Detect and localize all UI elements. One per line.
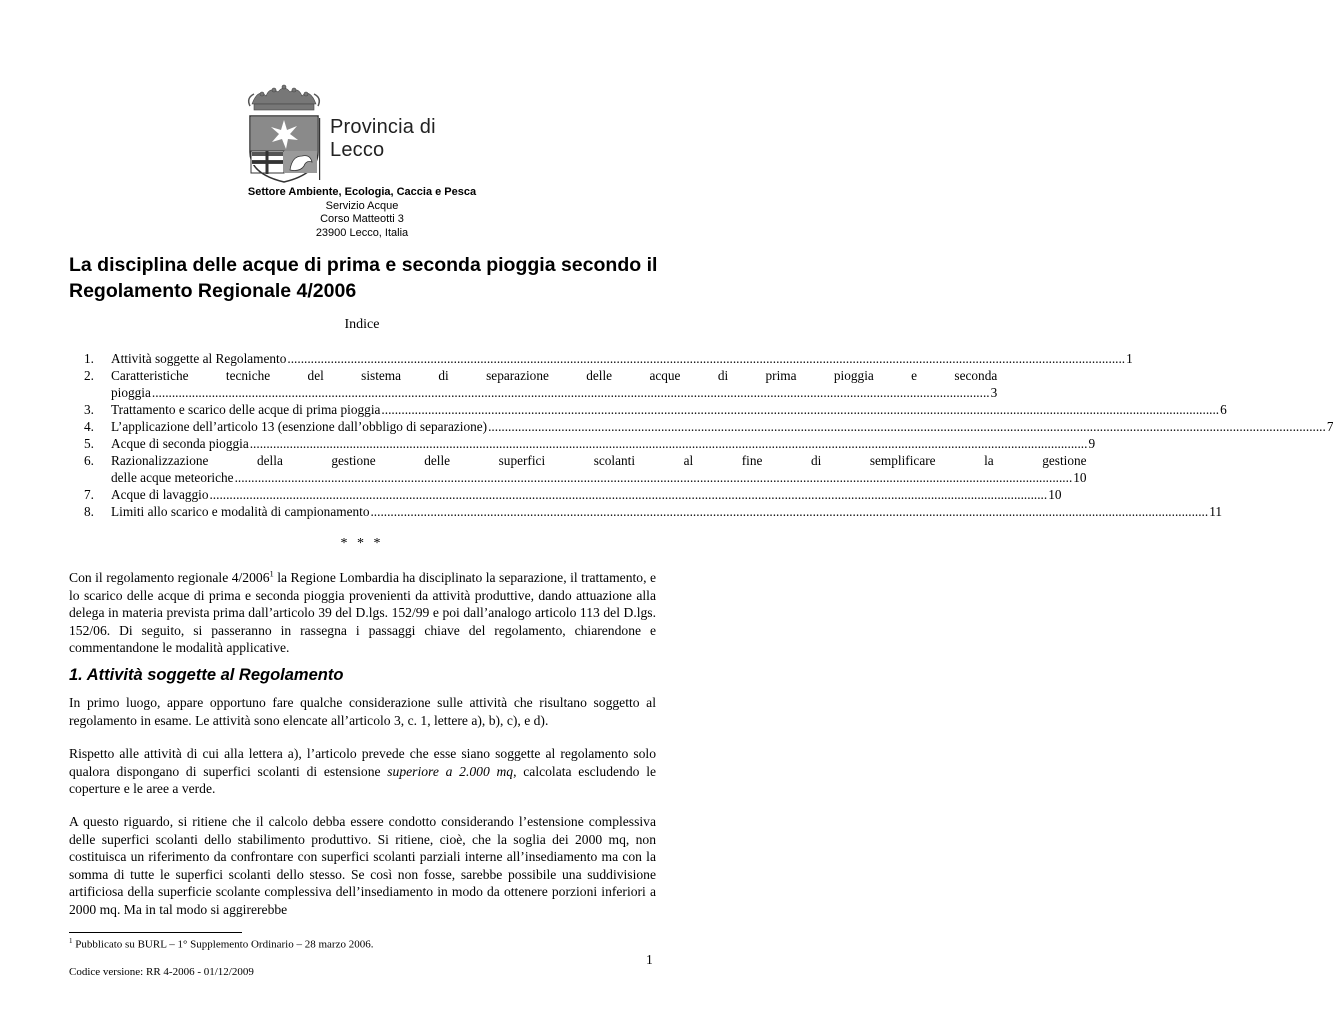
department: Settore Ambiente, Ecologia, Caccia e Pesca xyxy=(247,186,477,198)
toc-item[interactable] xyxy=(84,350,1133,367)
header-info xyxy=(0,186,724,240)
toc-item[interactable] xyxy=(84,452,1087,486)
toc-item[interactable] xyxy=(84,367,998,401)
toc-leader xyxy=(287,350,1125,367)
toc-leader xyxy=(235,469,1073,486)
toc-number: 2. xyxy=(84,368,94,383)
org-name: Provincia di Lecco xyxy=(330,116,436,161)
toc-label: Attività soggette al Regolamento xyxy=(111,351,287,366)
toc-label: Acque di lavaggio xyxy=(111,487,209,502)
toc-page: 11 xyxy=(1209,504,1222,519)
toc-number: 4. xyxy=(84,419,94,434)
service: Servizio Acque xyxy=(325,199,399,212)
toc-label-cont: pioggia xyxy=(111,385,151,400)
section-separator: * * * xyxy=(340,536,384,551)
section1-paragraph-1: In primo luogo, appare opportuno fare qualche considerazione sulle attività che risultano soggetto al regolamento in esame. Le attività sono elencate all’articolo 3, c. 1, lettere a), b), c), e d). xyxy=(69,695,656,728)
toc-item[interactable] xyxy=(84,418,1333,435)
toc-label: Limiti allo scarico e modalità di campionamento xyxy=(111,504,370,519)
toc-number: 1. xyxy=(84,351,94,366)
footnote-ref[interactable]: 1 xyxy=(269,568,274,579)
toc-leader xyxy=(488,418,1326,435)
toc-page: 1 xyxy=(1126,351,1133,366)
toc-leader xyxy=(370,503,1208,520)
toc-item[interactable] xyxy=(84,503,1222,520)
toc-page: 3 xyxy=(990,385,998,400)
toc-leader xyxy=(250,435,1088,452)
toc-number: 7. xyxy=(84,487,94,502)
toc-number: 5. xyxy=(84,436,94,451)
page-number: 1 xyxy=(646,952,653,967)
toc-page: 9 xyxy=(1088,436,1096,451)
toc-number: 8. xyxy=(84,504,94,519)
toc-number: 6. xyxy=(84,453,94,468)
section1-paragraph-2 xyxy=(69,745,656,798)
provincia-logo xyxy=(244,82,494,184)
intro-text-a: Con il regolamento regionale 4/2006 xyxy=(69,570,270,585)
p2-text-a: Rispetto alle attività di cui alla lettera a), l’articolo prevede che esse siano soggette al regolamento solo qualora dispongano di superfici scolanti di estensione xyxy=(69,746,656,779)
toc-item[interactable] xyxy=(84,486,1062,503)
table-of-contents xyxy=(84,350,1333,520)
intro-paragraph xyxy=(69,569,656,657)
section-heading: 1. Attività soggette al Regolamento xyxy=(69,666,344,684)
toc-label: Caratteristiche tecniche del sistema di separazione delle acque di prima pioggia e seconda xyxy=(111,368,998,383)
index-title: Indice xyxy=(344,317,380,332)
section1-paragraph-3: A questo riguardo, si ritiene che il calcolo debba essere condotto considerando l’estensione complessiva delle superfici scolanti dello stabilimento produttivo. Si ritiene, cioè, che la soglia dei 2000 mq, non costituisca un riferimento da confrontare con superfici scolanti parziali interne all’insediamento ma con la somma di tutte le superfici scolanti dello stesso. Se così non fosse, sarebbe possibile una suddivisione artificiosa della superficie scolante complessiva dell’insediamento in modo da ottenere porzioni inferiori a 2000 mq. Ma in tal modo si aggirerebbe xyxy=(69,814,656,917)
toc-label: Trattamento e scarico delle acque di prima pioggia xyxy=(111,402,381,417)
toc-page: 6 xyxy=(1220,402,1227,417)
version-code: Codice versione: RR 4-2006 - 01/12/2009 xyxy=(69,966,254,978)
city: 23900 Lecco, Italia xyxy=(315,226,409,239)
footnote-text: Pubblicato su BURL – 1° Supplemento Ordinario – 28 marzo 2006. xyxy=(72,938,374,951)
toc-item[interactable] xyxy=(84,435,1096,452)
document-title: La disciplina delle acque di prima e seconda pioggia secondo il Regolamento Regionale 4/2006 xyxy=(69,254,658,302)
footnote-number: 1 xyxy=(69,937,73,945)
p2-text-b: , calcolata escludendo le coperture e le aree a verde. xyxy=(69,763,656,796)
toc-number: 3. xyxy=(84,402,94,417)
toc-label: L’applicazione dell’articolo 13 (esenzione dall’obbligo di separazione) xyxy=(111,419,488,434)
toc-leader xyxy=(381,401,1219,418)
toc-page: 10 xyxy=(1048,487,1062,502)
toc-label: Razionalizzazione della gestione delle superfici scolanti al fine di semplificare la gestione xyxy=(111,453,1087,468)
footnote-divider xyxy=(69,932,242,933)
toc-leader xyxy=(152,384,990,401)
toc-item[interactable] xyxy=(84,401,1227,418)
toc-leader xyxy=(209,486,1047,503)
toc-page: 7 xyxy=(1326,419,1333,434)
footnote xyxy=(69,937,373,951)
intro-text-b: la Regione Lombardia ha disciplinato la separazione, il trattamento, e lo scarico delle acque di prima e seconda pioggia provenienti da attività produttive, dando attuazione alla delega in materia prevista prima dall’articolo 39 del D.lgs. 152/99 e poi dall’analogo articolo 113 del D.lgs. 152/06. Di seguito, si passeranno in rassegna i passaggi chiave del regolamento, chiarendone e commentandone le modalità applicative. xyxy=(69,570,656,655)
logo-divider xyxy=(318,82,322,184)
toc-label-cont: delle acque meteoriche xyxy=(111,470,234,485)
coat-of-arms-icon xyxy=(244,82,324,184)
toc-page: 10 xyxy=(1073,470,1087,485)
p2-emphasis: superiore a 2.000 mq xyxy=(387,763,514,779)
address: Corso Matteotti 3 xyxy=(320,213,404,225)
toc-label: Acque di seconda pioggia xyxy=(111,436,249,451)
